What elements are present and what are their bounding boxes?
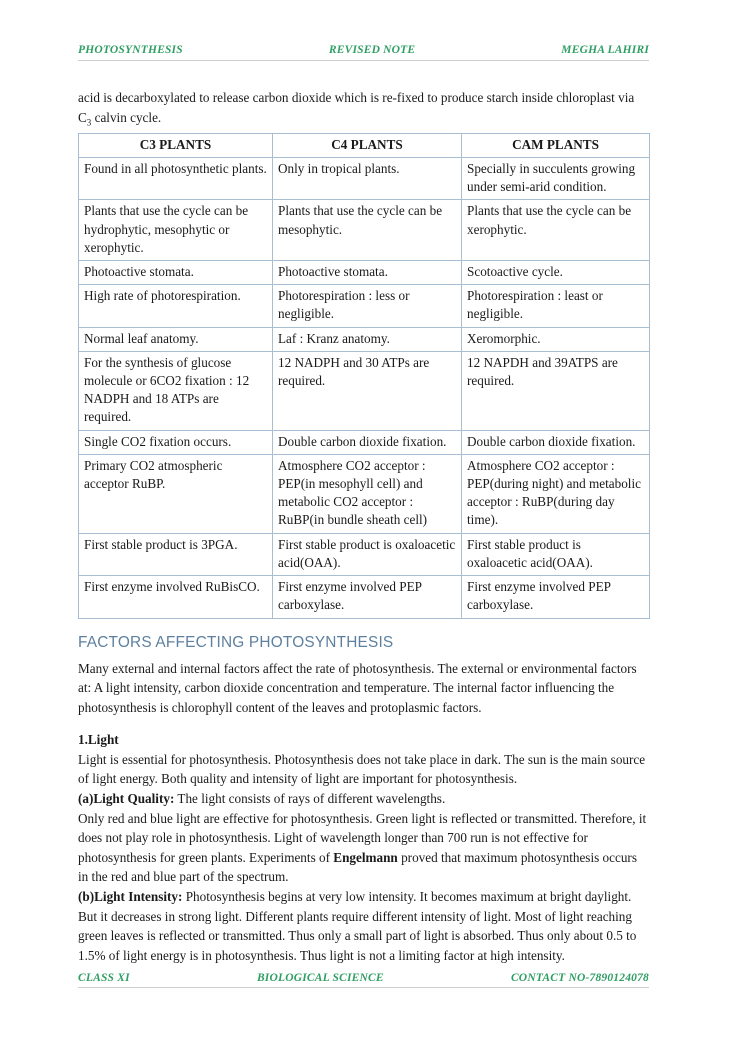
column-header-cam: CAM PLANTS — [462, 133, 650, 157]
light-intensity-text: Photosynthesis begins at very low intensity. It becomes maximum at bright daylight. But it decreases in strong light. Different plants require different intensity of light. Most of light reaching green leaves is reflected or transmitted. Thus only a small part of light is absorbed. Thus only about 0.5 to 1.5% of light energy is in photosynthesis. Thus light is not a limiting factor at high intensity. — [78, 889, 637, 963]
document-header — [78, 44, 649, 61]
table-cell: Found in all photosynthetic plants. — [79, 158, 273, 200]
table-cell: Photorespiration : less or negligible. — [273, 285, 462, 327]
table-row — [79, 200, 650, 261]
section-title-factors-affecting-photosynthesis: FACTORS AFFECTING PHOTOSYNTHESIS — [78, 633, 394, 651]
column-header-c4: C4 PLANTS — [273, 133, 462, 157]
intro-line-1: acid is decarboxylated to release carbon dioxide which is re-fixed to produce starch — [78, 90, 519, 105]
table-cell: For the synthesis of glucose molecule or 6CO2 fixation : 12 NADPH and 18 ATPs are required. — [79, 351, 273, 430]
footer-contact-info: CONTACT NO-7890124078 — [510, 972, 649, 984]
light-quality-text: The light consists of rays of different wavelengths. — [174, 791, 446, 807]
footer-class-label: CLASS XI — [78, 972, 130, 984]
table-header-row — [79, 133, 650, 157]
table-cell: Scotoactive cycle. — [462, 261, 650, 285]
table-cell: First enzyme involved RuBisCO. — [79, 576, 273, 618]
table-cell: Plants that use the cycle can be hydrophytic, mesophytic or xerophytic. — [79, 200, 273, 261]
table-row — [79, 285, 650, 327]
table-cell: Xeromorphic. — [462, 327, 650, 351]
table-cell: Double carbon dioxide fixation. — [273, 430, 462, 454]
table-cell: First stable product is oxaloacetic acid(OAA). — [462, 533, 650, 575]
table-row — [79, 351, 650, 430]
table-row — [79, 533, 650, 575]
c3-subscript: 3 — [86, 117, 92, 128]
intro-paragraph — [78, 88, 649, 133]
table-cell: Primary CO2 atmospheric acceptor RuBP. — [79, 454, 273, 533]
light-intro-paragraph: Light is essential for photosynthesis. Photosynthesis does not take place in dark. The sun is the main source of light energy. Both quality and intensity of light are important for photosynthesis. — [78, 751, 646, 787]
table-cell: Photoactive stomata. — [273, 261, 462, 285]
header-author-name: MEGHA LAHIRI — [561, 44, 649, 56]
table-cell: Normal leaf anatomy. — [79, 327, 273, 351]
light-quality-detail-post: proved that maximum photosynthesis occurs in the red and blue part of the spectrum. — [78, 849, 637, 885]
light-intensity-label: (b)Light Intensity: — [78, 889, 183, 905]
table-cell: First stable product is 3PGA. — [79, 533, 273, 575]
table-cell: First stable product is oxaloacetic acid(OAA). — [273, 533, 462, 575]
table-row — [79, 430, 650, 454]
table-row — [79, 454, 650, 533]
section-intro-paragraph: Many external and internal factors affect the rate of photosynthesis. The external or environmental factors at: A light intensity, carbon dioxide concentration and temperature. The internal factor influencing the photosynthesis is chlorophyll content of the leaves and protoplasmic factors. — [78, 660, 637, 715]
table-cell: Photorespiration : least or negligible. — [462, 285, 650, 327]
light-quality-paragraph — [78, 789, 649, 809]
table-cell: Atmosphere CO2 acceptor : PEP(during night) and metabolic acceptor : RuBP(during day time). — [462, 454, 650, 533]
table-row — [79, 158, 650, 200]
light-subsection — [78, 730, 649, 750]
document-footer — [78, 972, 649, 988]
table-cell: Single CO2 fixation occurs. — [79, 430, 273, 454]
table-cell: Plants that use the cycle can be mesophytic. — [273, 200, 462, 261]
footer-subject-label: BIOLOGICAL SCIENCE — [256, 972, 384, 984]
table-cell: First enzyme involved PEP carboxylase. — [462, 576, 650, 618]
table-cell: Photoactive stomata. — [79, 261, 273, 285]
intro-line-2-pre: inside chloroplast via C — [78, 90, 635, 125]
subheading-light: 1.Light — [78, 732, 119, 748]
table-cell: 12 NAPDH and 39ATPS are required. — [462, 351, 650, 430]
table-cell: Atmosphere CO2 acceptor : PEP(in mesophyll cell) and metabolic CO2 acceptor : RuBP(in bundle sheath cell) — [273, 454, 462, 533]
light-quality-detail-pre: Only red and blue light are effective for photosynthesis. Green light is reflected or transmitted. Therefore, it does not play role in photosynthesis. Light of wavelength longer than 700 run is not effective for photosynthesis for green plants. Experiments of — [78, 810, 647, 865]
light-quality-detail-paragraph — [78, 809, 649, 887]
table-row — [79, 576, 650, 618]
header-note-type: REVISED NOTE — [328, 44, 416, 56]
c3-c4-cam-comparison-table — [78, 133, 650, 619]
table-cell: 12 NADPH and 30 ATPs are required. — [273, 351, 462, 430]
table-cell: Plants that use the cycle can be xerophytic. — [462, 200, 650, 261]
light-quality-label: (a)Light Quality: — [78, 791, 175, 807]
light-intensity-paragraph — [78, 887, 649, 965]
table-row — [79, 261, 650, 285]
scientist-name-engelmann: Engelmann — [333, 849, 398, 865]
document-body — [78, 88, 649, 965]
table-row — [79, 327, 650, 351]
table-cell: Specially in succulents growing under semi-arid condition. — [462, 158, 650, 200]
table-cell: First enzyme involved PEP carboxylase. — [273, 576, 462, 618]
table-cell: Only in tropical plants. — [273, 158, 462, 200]
column-header-c3: C3 PLANTS — [79, 133, 273, 157]
table-cell: Laf : Kranz anatomy. — [273, 327, 462, 351]
table-cell: Double carbon dioxide fixation. — [462, 430, 650, 454]
intro-line-2-post: calvin cycle. — [91, 109, 162, 125]
header-subject-title: PHOTOSYNTHESIS — [78, 44, 183, 56]
table-cell: High rate of photorespiration. — [79, 285, 273, 327]
